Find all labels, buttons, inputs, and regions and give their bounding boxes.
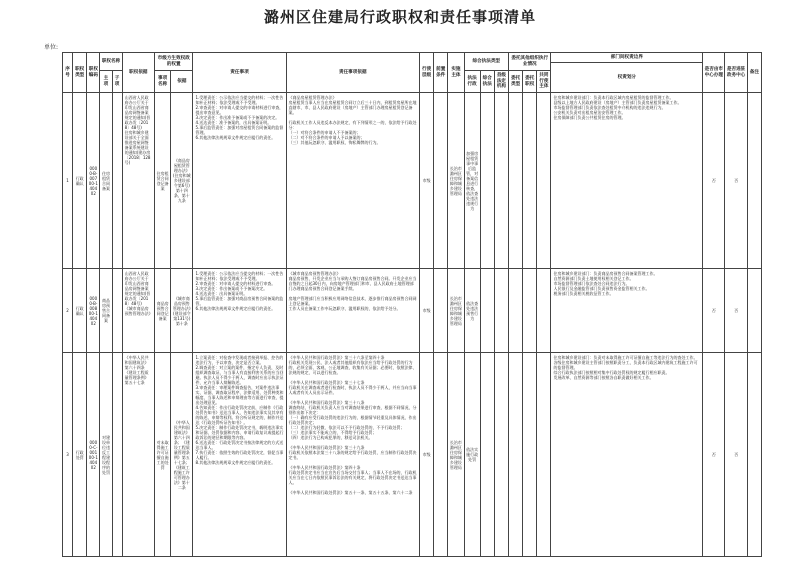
header-remark: 备注 xyxy=(747,53,761,93)
cell-power-type: 行政确认 xyxy=(73,93,87,269)
cell-power-type: 行政处罚 xyxy=(73,353,87,557)
header-implement-cond: 前置条件 xyxy=(434,53,448,93)
cell-empty xyxy=(494,269,508,353)
unit-label: 单位: xyxy=(44,44,59,51)
cell-empty xyxy=(509,269,523,353)
header-county-legal: 县级法定机构 xyxy=(494,71,508,93)
header-main-item: 主项 xyxy=(100,71,112,93)
header-power-code: 职权编码 xyxy=(87,53,100,93)
cell-resp-item: 1.立案责任：对检查中发现或者接到举报、控告的违法行为，予以审查，决定是否立案。 2.调查责任：对立案的案件，指定专人负责，及时组织调查取证，与当事人有直接利害关系的应当回避。执法人员不得少于两人，调查时应出示执法证件，允许当事人辩解陈述。 3.审查责任：审理案件调查报告，对案件违法事实、证据、调查取证程序、法律适用、处罚种类和幅度、当事人陈述和申辩理由等方面进行审查，提出处理意见。 4.告知责任：作出行政处罚决定前，应制作《行政处罚告知书》送达当事人，告知违法事实及其享有的陈述、申辩等权利。符合听证规定的，制作并送达《行政处罚听证告知书》。 5.决定责任：制作行政处罚决定书，载明违法事实和证据、处罚依据和内容、申请行政复议或提起行政诉讼的途径和期限等内容。 6.送达责任：行政处罚决定书按法律规定的方式送达当事人。 7.执行责任：依照生效的行政处罚决定，督促当事人履行。 8.其他法律法规规章文件规定应履行的责任。 xyxy=(193,353,286,557)
header-power-basis: 职权依据 xyxy=(122,53,154,93)
cell-resp-basis: 《中华人民共和国行政处罚法》第三十六条至第四十条 行政机关发现公民、法人或者其他组织有依法应当给予行政处罚的行为的，必须全面、客观、公正地调查，收集有关证据；必要时，依照法律、法规的规定，可以进行检查。 《中华人民共和国行政处罚法》第三十七条 行政机关在调查或者进行检查时，执法人员不得少于两人，并应当向当事人或者有关人员出示证件。 《中华人民共和国行政处罚法》第三十八条 调查终结，行政机关负责人应当对调查结果进行审查，根据不同情况，分别作出如下决定： （一）确有应受行政处罚的违法行为的，根据情节轻重及具体情况，作出行政处罚决定； （二）违法行为轻微，依法可以不予行政处罚的，不予行政处罚； （三）违法事实不能成立的，不得给予行政处罚； （四）违法行为已构成犯罪的，移送司法机关。 《中华人民共和国行政处罚法》第三十九条 行政机关依照本法第三十八条的规定给予行政处罚，应当制作行政处罚决定书。 《中华人民共和国行政处罚法》第四十条 行政处罚决定书应当在宣告后当场交付当事人；当事人不在场的，行政机关应当在七日内依照民事诉讼法的有关规定，将行政处罚决定书送达当事人。 《中华人民共和国行政处罚法》第五十一条、第五十五条、第六十二条 xyxy=(286,353,420,557)
cell-implement-subject: 长治市潞州区住房保障和城乡建设管理局 xyxy=(448,353,464,557)
cell-exercise-level: 市级 xyxy=(420,93,434,269)
cell-resp-basis: 《城市商品房预售管理办法》 商品房预售，开发企业应当与承购人签订商品房预售合同。开发企业应当自签约之日起30日内，向房地产管理部门和市、县人民政府土地管理部门办理商品房预售合同登记备案手续。 房地产管理部门应当积极应用网络信息技术，逐步推行商品房预售合同网上登记备案。 工作人员在备案工作中玩忽职守、滥用职权的，依法给予处分。 xyxy=(286,269,420,353)
header-seq: 序号 xyxy=(63,53,73,93)
cell-seq: 3 xyxy=(63,353,73,557)
header-power-name: 职权名称 xyxy=(100,53,122,71)
header-municipal-group: 市级方生效权政的权置 xyxy=(155,53,193,71)
cell-main-item: 住房租赁合同备案 xyxy=(100,93,112,269)
header-dept-group: 部门间权责边界 xyxy=(551,53,703,63)
cell-implement-cond xyxy=(434,93,448,269)
cell-implement-cond xyxy=(434,269,448,353)
cell-sub-item xyxy=(112,353,122,557)
cell-empty xyxy=(480,93,494,269)
cell-center-entry: 否 xyxy=(725,353,747,557)
header-delegate-power: 委托职权 xyxy=(523,71,537,93)
cell-basis: 《商品房屋租赁管理办法》(住房和城乡建设部令第6号)第十四条、第十九条 xyxy=(171,93,193,269)
cell-resp-basis: 《商品房屋租赁管理办法》 房屋租赁当事人应当在房屋租赁合同订立后三十日内，到租赁房屋所在地直辖市、市、县人民政府建设（房地产）主管部门办理房屋租赁登记备案。 行政机关工作人员违反本办法规定，有下列情形之一的，依法给予行政处分： （一）对符合条件的申请人不予备案的； （二）对不符合条件的申请人予以备案的； （三）其他玩忽职守、滥用职权、徇私舞弊的行为。 xyxy=(286,93,420,269)
header-implement-subject: 实施主体 xyxy=(448,53,464,93)
cell-subject-note: 依法查处违法预售行为 xyxy=(464,269,480,353)
cell-sub-item xyxy=(112,269,122,353)
header-entrust-group: 委托其他组织执行业情况 xyxy=(509,53,551,71)
header-item-name: 事项名称 xyxy=(155,71,171,93)
header-resp-basis: 责任事项依据 xyxy=(286,53,420,93)
cell-empty xyxy=(537,353,551,557)
cell-power-code: 0000-C-00100-140402 xyxy=(87,353,100,557)
page-title: 潞州区住建局行政职权和责任事项清单 xyxy=(263,8,536,26)
header-exercise-level: 行使层级 xyxy=(420,53,434,93)
cell-empty xyxy=(480,269,494,353)
cell-city-platform: 否 xyxy=(703,93,725,269)
cell-power-type: 行政确认 xyxy=(73,269,87,353)
cell-seq: 1 xyxy=(63,93,73,269)
table-row xyxy=(63,269,762,353)
cell-empty xyxy=(537,93,551,269)
cell-empty xyxy=(537,269,551,353)
header-joint-org: 共同行使主体 xyxy=(537,71,551,93)
cell-implement-subject: 长治市潞州区住房保障和城乡建设管理局 xyxy=(448,269,464,353)
cell-remark xyxy=(747,353,761,557)
cell-power-code: 0000-B-00700-140402 xyxy=(87,93,100,269)
cell-seq: 2 xyxy=(63,269,73,353)
cell-exercise-level: 市级 xyxy=(420,353,434,557)
cell-empty xyxy=(480,353,494,557)
cell-power-code: 0000-B-00800-140402 xyxy=(87,269,100,353)
cell-item-name: 住房租赁合同登记备案 xyxy=(155,93,171,269)
cell-resp-item: 1.受理责任：公示依法应当提交的材料；一次性告知补正材料；依法受理或不予受理。 2.审查责任：对申请人提交的申请材料进行审查，提出审查意见。 3.决定责任：作出准予备案或不予备案的决定。 4.送达责任：准予备案的，出具备案证明。 5.事后监管责任：加强对房屋租赁合同备案的监督管理。 6.其他法律法规规章文件规定应履行的责任。 xyxy=(193,93,286,269)
cell-resp-item: 1.受理责任：公示依法应当提交的材料；一次性告知补正材料；依法受理或不予受理。 2.审查责任：对申请人提交的材料进行审查。 3.决定责任：作出备案或不予备案决定。 4.送达责任：出具备案证明。 5.事后监管责任：加强对商品房预售合同备案的监管。 6.其他法律法规规章文件规定应履行的责任。 xyxy=(193,269,286,353)
cell-subject-note: 加强房屋租赁事中事后监管，对备案信息进行核查，依法查处违法违规行为 xyxy=(464,93,480,269)
header-resp-division: 权责划分 xyxy=(551,63,703,93)
cell-implement-cond xyxy=(434,353,448,557)
cell-sub-item xyxy=(112,93,122,269)
cell-empty xyxy=(523,269,537,353)
header-sub-item: 子项 xyxy=(112,71,122,93)
header-city-platform: 是否由市中心办理 xyxy=(703,53,725,93)
cell-resp-division: 住房和城乡建设部门：负责本行政区域内房屋租赁的监督管理工作。 县级以上地方人民政府建设（房地产）主管部门负责房屋租赁备案工作。 市场监督管理部门负责依法查处租赁中介机构的违法违规行为。 公安机关负责对出租房屋治安管理工作。 住房保障部门负责公共租赁住房的管理。 xyxy=(551,93,703,269)
cell-basis: 《城市商品房预售管理办法》(建设部令第131号)第十条 xyxy=(171,269,193,353)
cell-power-basis: 山西省人民政府办公厅关于印发山西省商品房网签备案规定的通知(晋政办发〔2018〕48号) 住房和城乡建设部关于全面推进房屋网签备案系统建设的通知(建办房〔2018〕128号) xyxy=(122,93,154,269)
cell-implement-subject: 长治市潞州区住房保障和城乡建设管理局 xyxy=(448,93,464,269)
header-entrust-type: 委托类型 xyxy=(509,71,523,93)
cell-basis: 《中华人民共和国建筑法》第六十四条；《建设工程质量管理条例》第五十七条；《建筑工程施工许可管理办法》第十二条 xyxy=(171,353,193,557)
cell-item-name: 商品房预售合同登记备案 xyxy=(155,269,171,353)
cell-subject-note: 依法实施行政处罚 xyxy=(464,353,480,557)
cell-power-basis: 《中华人民共和国建筑法》第六十四条 《建设工程质量管理条例》第五十七条 xyxy=(122,353,154,557)
cell-empty xyxy=(509,353,523,557)
cell-empty xyxy=(523,353,537,557)
cell-city-platform: 否 xyxy=(703,269,725,353)
cell-resp-division: 住房和城乡建设部门：负责对未取得施工许可证擅自施工等违法行为的查处工作。 各级住房和城乡建设主管部门按照职责分工，负责本行政区域内建筑工程施工许可的监督管理。 综合行政执法部门按照相对集中行政处罚权的规定履行相应职责。 发展改革、自然资源等部门按照各自职责做好相关工作。 xyxy=(551,353,703,557)
cell-empty xyxy=(523,93,537,269)
header-law-enforce: 执法行政 xyxy=(464,71,480,93)
cell-empty xyxy=(494,93,508,269)
header-resp-item: 责任事项 xyxy=(193,53,286,93)
header-joint-group: 综合执法类型 xyxy=(464,53,509,71)
table-row xyxy=(63,93,762,269)
cell-remark xyxy=(747,93,761,269)
cell-exercise-level: 市级 xyxy=(420,269,434,353)
cell-main-item: 对建设单位违反工程建设程序的处罚 xyxy=(100,353,112,557)
table-row xyxy=(63,353,762,557)
cell-center-entry: 否 xyxy=(725,269,747,353)
cell-center-entry: 否 xyxy=(725,93,747,269)
header-power-type: 职权类型 xyxy=(73,53,87,93)
responsibility-table xyxy=(62,52,762,557)
cell-main-item: 商品房预售合同备案 xyxy=(100,269,112,353)
header-basis: 依据 xyxy=(171,71,193,93)
header-center-entry: 是否进驻政务中心 xyxy=(725,53,747,93)
cell-item-name: 对未取得施工许可证擅自施工的处罚 xyxy=(155,353,171,557)
header-comp-law: 综合执法 xyxy=(480,71,494,93)
cell-resp-division: 住房和城乡建设部门：负责商品房预售合同备案管理工作。 自然资源部门负责土地使用权相关登记工作。 市场监督管理部门依法查处合同违法行为。 人民银行及金融监管部门负责预售资金监管相关工作。 税务部门负责相关税收征管工作。 xyxy=(551,269,703,353)
cell-empty xyxy=(494,353,508,557)
cell-remark xyxy=(747,269,761,353)
cell-city-platform: 否 xyxy=(703,353,725,557)
cell-empty xyxy=(509,93,523,269)
cell-power-basis: 山西省人民政府办公厅关于印发山西省商品房网签备案规定的通知(晋政办发〔2018〕48号) 《城市商品房预售管理办法》 xyxy=(122,269,154,353)
